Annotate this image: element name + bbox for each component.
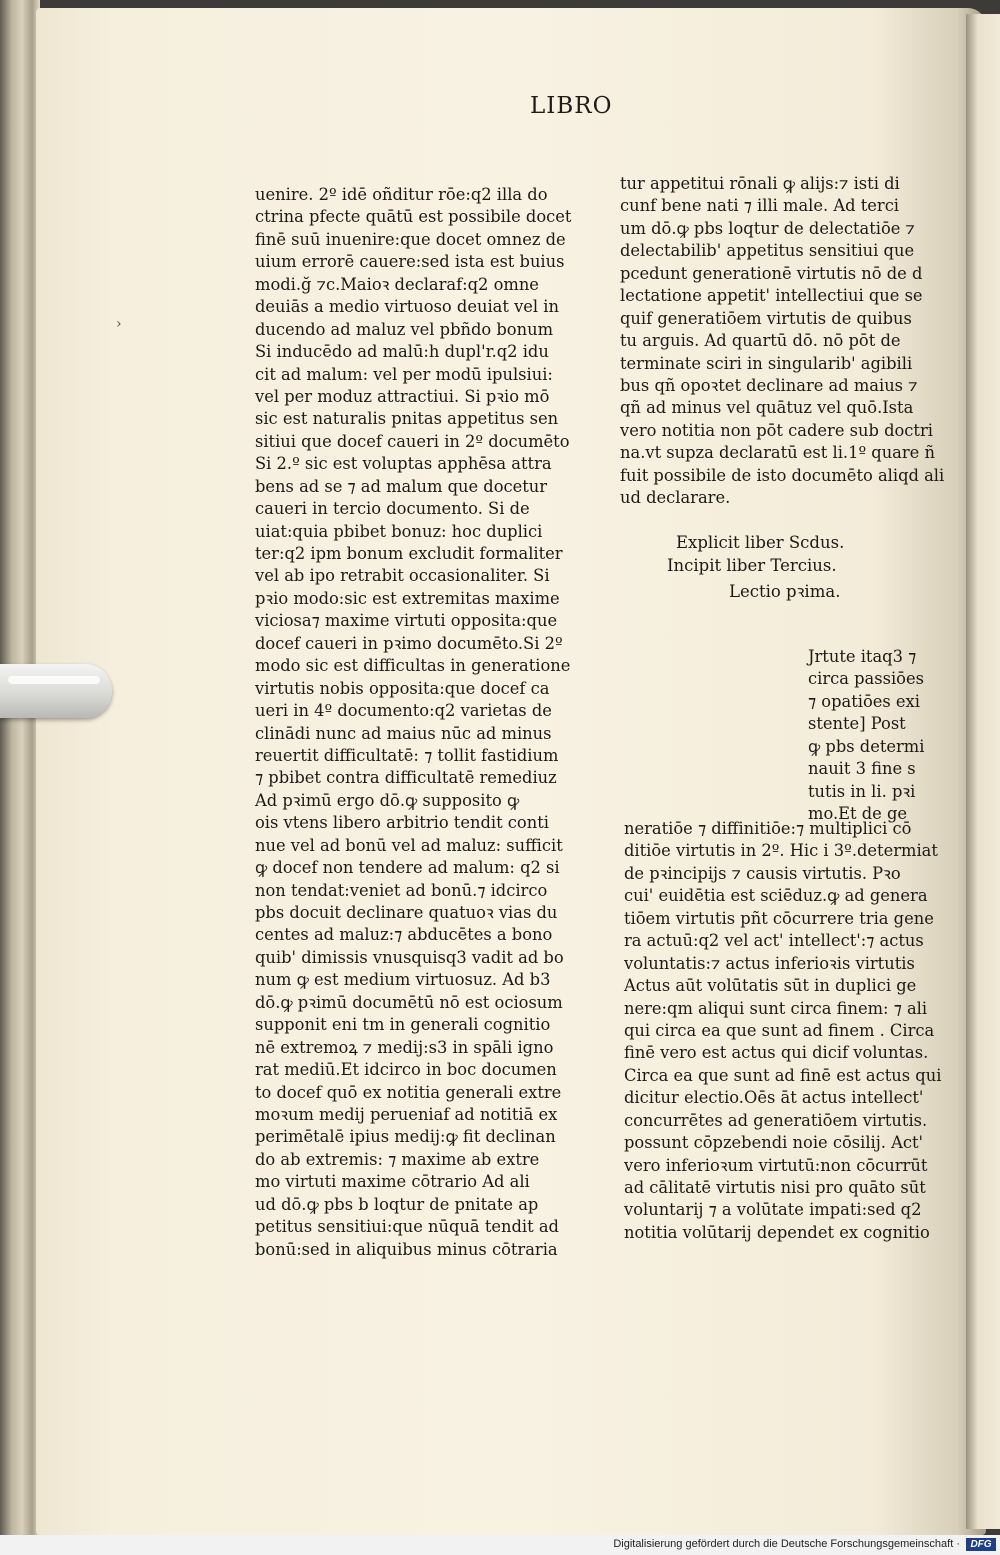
text-line: clinādi nunc ad maius nūc ad minus (255, 723, 552, 743)
text-line: modi.ğ ⁊c.Maioꝛ declaraf:q2 omne (255, 274, 539, 294)
text-line: ⁊ pbibet contra difficultatē remediuz (255, 768, 557, 788)
text-line: docef caueri in pꝛimo documēto.Si 2º (255, 633, 563, 653)
text-line: bus qñ opoꝛtet declinare ad maius ⁊ (620, 375, 918, 395)
text-line: sitiui que docef caueri in 2º documēto (255, 431, 570, 451)
text-line: um dō.ꝙ pbs loqtur de delectatiōe ⁊ (620, 218, 915, 238)
text-line: concurrētes ad generatiōem virtutis. (624, 1110, 928, 1130)
text-line: tutis in li. pꝛi (808, 781, 916, 801)
text-line: possunt cōpzebendi noie cōsilij. Act' (624, 1133, 924, 1153)
text-line: uium errorē cauere:sed ista est buius (255, 252, 565, 272)
text-line: circa passiōes (808, 669, 924, 689)
text-line: voluntarij ⁊ a volūtate impati:sed q2 (624, 1200, 922, 1220)
text-line: ducendo ad maluz vel pbñdo bonum (255, 319, 554, 339)
text-line: cui' euidētia est sciēduz.ꝙ ad genera (624, 886, 928, 906)
text-line: ⁊ opatiōes exi (808, 691, 920, 711)
text-line: nauit 3 fine s (808, 759, 916, 779)
text-line: tur appetitui rōnali ꝙ alijs:⁊ isti di (620, 174, 900, 193)
text-line: nē extremoꝝ ⁊ medij:s3 in spāli igno (255, 1037, 554, 1057)
text-line: supponit eni tm in generali cognitio (255, 1015, 551, 1035)
facing-page-edge (966, 14, 1000, 1529)
text-line: quib' dimissis vnusquisq3 vadit ad bo (255, 947, 564, 967)
text-line: deuiās a medio virtuoso deuiat vel in (255, 297, 559, 317)
text-line: ter:q2 ipm bonum excludit formaliter (255, 544, 563, 563)
right-text-column-top (620, 173, 945, 510)
text-line: caueri in tercio documento. Si de (255, 499, 530, 519)
text-line: pbs docuit declinare quatuoꝛ vias du (255, 903, 558, 922)
colophon-explicit: Explicit liber Scdus. (676, 533, 845, 552)
bookmark-tab-highlight (8, 676, 100, 684)
text-line: qui circa ea que sunt ad finem . Circa (624, 1020, 935, 1040)
text-line: rat mediū.Et idcirco in boc documen (255, 1060, 557, 1080)
text-line: tiōem virtutis pñt cōcurrere tria gene (624, 908, 934, 928)
text-line: ctrina pfecte quātū est possibile docet (255, 207, 572, 227)
text-line: ra actuū:q2 vel act' intellect':⁊ actus (624, 931, 924, 951)
text-line: num ꝙ est medium virtuosuz. Ad b3 (255, 970, 551, 990)
text-line: ad cālitatē virtutis nisi pro quāto sūt (624, 1178, 926, 1197)
text-line: ueri in 4º documento:q2 varietas de (255, 701, 552, 721)
text-line: finē vero est actus qui dicif voluntas. (624, 1043, 929, 1063)
text-line: notitia volūtarij dependet ex cognitio (624, 1222, 930, 1242)
text-line: delectabilib' appetitus sensitiui que (620, 241, 915, 261)
text-line: voluntatis:⁊ actus inferioꝛis virtutis (624, 953, 915, 973)
text-line: quif generatiōem virtutis de quibus (620, 308, 912, 328)
colophon-incipit: Incipit liber Tercius. (667, 556, 837, 575)
text-line: Si inducēdo ad malū:h dupl'r.q2 idu (255, 342, 549, 362)
text-line: centes ad maluz:⁊ abducētes a bono (255, 925, 553, 945)
text-line: vel per moduz attractiui. Si pꝛio mō (255, 386, 550, 406)
text-line: dicitur electio.Oēs āt actus intellect' (624, 1088, 924, 1108)
text-line: uiat:quia pbibet bonuz: hoc duplici (255, 521, 543, 541)
text-line: bens ad se ⁊ ad malum que docetur (255, 476, 548, 496)
inset-text-column (808, 646, 924, 826)
text-line: Ad pꝛimū ergo dō.ꝙ supposito ꝙ (255, 790, 520, 810)
text-line: ud declarare. (620, 488, 731, 508)
text-line: do ab extremis: ⁊ maxime ab extre (255, 1149, 540, 1169)
margin-mark: › (116, 316, 122, 332)
text-line: stente] Post (808, 714, 906, 734)
text-line: vero inferioꝛum virtutū:non cōcurrūt (624, 1155, 928, 1175)
text-line: vero notitia non pōt cadere sub doctri (620, 420, 933, 440)
colophon-lectio: Lectio pꝛima. (729, 582, 841, 601)
bookmark-tab (0, 664, 112, 718)
text-line: ditiōe virtutis in 2º. Hic i 3º.determiat (624, 841, 938, 861)
text-line: na.vt supza declaratū est li.1º quare ñ (620, 443, 935, 463)
text-line: Circa ea que sunt ad finē est actus qui (624, 1065, 942, 1085)
running-head: LIBRO (530, 93, 613, 119)
text-line: to docef quō ex notitia generali extre (255, 1082, 562, 1102)
text-line: reuertit difficultatē: ⁊ tollit fastidium (255, 745, 559, 765)
text-line: cunf bene nati ⁊ illi male. Ad terci (620, 196, 900, 216)
text-line: Actus aūt volūtatis sūt in duplici ge (624, 976, 917, 996)
text-line: qñ ad minus vel quātuz vel quō.Ista (620, 398, 914, 418)
left-text-column (255, 184, 572, 1261)
book-page-edges (0, 0, 40, 1535)
text-line: mo virtuti maxime cōtrario Ad ali (255, 1172, 530, 1192)
text-line: bonū:sed in aliquibus minus cōtraria (255, 1239, 558, 1259)
text-line: moꝛum medij perueniaf ad notitiā ex (255, 1104, 558, 1124)
text-line: neratiōe ⁊ diffinitiōe:⁊ multiplici cō (624, 819, 912, 838)
text-line: dō.ꝙ pꝛimū documētū nō est ociosum (255, 992, 563, 1012)
text-line: Si 2.º sic est voluptas apphēsa attra (255, 454, 552, 474)
text-line: ud dō.ꝙ pbs b loqtur de pnitate ap (255, 1194, 539, 1214)
text-line: tu arguis. Ad quartū dō. nō pōt de (620, 331, 901, 351)
text-line: virtutis nobis opposita:que docef ca (255, 678, 550, 698)
text-line: sic est naturalis pnitas appetitus sen (255, 409, 559, 429)
dfg-logo: DFG (966, 1538, 996, 1551)
text-line: pcedunt generationē virtutis nō de d (620, 263, 923, 283)
funding-credit: Digitalisierung gefördert durch die Deutsche Forschungsgemeinschaft · (613, 1538, 960, 1550)
text-line: mo.Et de ge (808, 804, 908, 824)
text-line: Jrtute itaq3 ⁊ (808, 647, 917, 666)
text-line: ꝙ pbs determi (808, 736, 925, 756)
text-line: ois vtens libero arbitrio tendit conti (255, 813, 549, 833)
text-line: cit ad malum: vel per modū ipulsiui: (255, 364, 553, 384)
text-line: non tendat:veniet ad bonū.⁊ idcirco (255, 880, 548, 900)
right-text-column-bottom (624, 818, 942, 1244)
text-line: nue vel ad bonū vel ad maluz: sufficit (255, 835, 563, 855)
text-line: ꝙ docef non tendere ad malum: q2 si (255, 858, 560, 878)
text-line: fuit possibile de isto documēto aliqd ali (620, 465, 945, 485)
text-line: finē suū inuenire:que docet omnez de (255, 229, 566, 249)
text-line: petitus sensitiui:que nūquā tendit ad (255, 1217, 559, 1237)
text-line: viciosa⁊ maxime virtuti opposita:que (255, 611, 558, 631)
text-line: uenire. 2º idē oñditur rōe:q2 illa do (255, 185, 548, 204)
text-line: lectatione appetit' intellectiui que se (620, 286, 923, 306)
text-line: nere:qm aliqui sunt circa finem: ⁊ ali (624, 998, 928, 1018)
text-line: pꝛio modo:sic est extremitas maxime (255, 588, 560, 608)
text-line: modo sic est difficultas in generatione (255, 656, 571, 676)
text-line: perimētalē ipius medij:ꝙ fit declinan (255, 1127, 556, 1147)
text-line: terminate sciri in singularib' agibili (620, 353, 913, 373)
text-line: de pꝛincipijs ⁊ causis virtutis. Pꝛo (624, 863, 901, 883)
text-line: vel ab ipo retrabit occasionaliter. Si (255, 566, 550, 586)
